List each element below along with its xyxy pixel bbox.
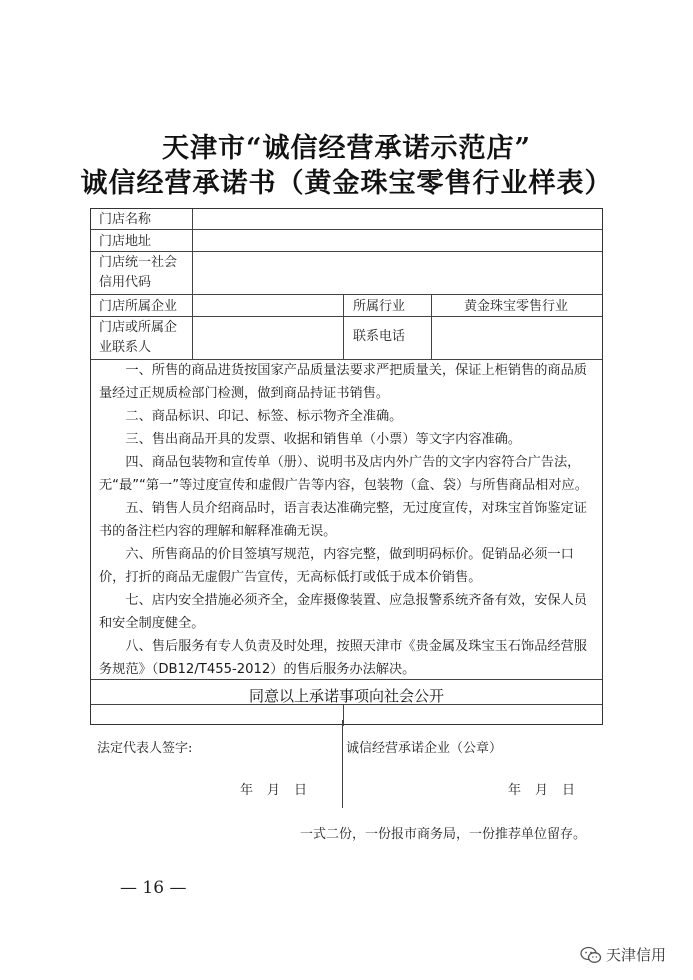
promise-item: 一、所售的商品进货按国家产品质量法要求严把质量关，保证上柜销售的商品质量经过正规质检部门检测，做到商品持证书销售。: [99, 363, 587, 401]
contact-label-line1: 门店或所属企: [99, 320, 178, 335]
column-divider: [343, 704, 344, 726]
promise-item: 二、商品标识、印记、标签、标示物齐全准确。: [125, 409, 403, 424]
store-address-label: 门店地址: [99, 234, 152, 249]
wechat-icon: [580, 946, 602, 964]
industry-value: 黄金珠宝零售行业: [464, 299, 569, 314]
document-title-line1: 天津市“诚信经营承诺示范店”: [161, 133, 532, 164]
phone-label: 联系电话: [353, 329, 406, 344]
row-divider: [91, 229, 602, 230]
promise-item: 五、销售人员介绍商品时，语言表达准确完整，无过度宣传，对珠宝首饰鉴定证书的备注栏内容的理解和解释准确无误。: [99, 501, 587, 539]
industry-label: 所属行业: [353, 299, 406, 314]
date-left: 年月日: [240, 783, 322, 798]
legal-rep-signature-label: 法定代表人签字:: [97, 741, 193, 756]
company-seal-label: 诚信经营承诺企业（公章）: [346, 741, 503, 756]
row-divider: [91, 294, 602, 295]
date-right: 年月日: [508, 783, 590, 798]
contact-label-line2: 业联系人: [99, 340, 152, 355]
promise-item: 七、店内安全措施必须齐全，金库摄像装置、应急报警系统齐备有效，安保人员和安全制度健全。: [99, 593, 587, 631]
promise-list: [99, 359, 599, 681]
page-number: — 16 —: [120, 878, 187, 898]
watermark-text: 天津信用: [606, 946, 667, 964]
consent-statement: 同意以上承诺事项向社会公开: [248, 687, 444, 705]
credit-code-label-line1: 门店统一社会: [99, 255, 178, 270]
document-title-line2: 诚信经营承诺书（黄金珠宝零售行业样表）: [80, 168, 613, 199]
copies-footnote: 一式二份，一份报市商务局，一份推荐单位留存。: [300, 827, 587, 842]
signature-divider: [342, 720, 343, 808]
source-watermark: [580, 944, 666, 965]
column-divider: [343, 294, 344, 359]
row-divider: [91, 316, 602, 317]
company-label: 门店所属企业: [99, 299, 178, 314]
commitment-form: [90, 208, 603, 725]
promise-item: 六、所售商品的价目签填写规范，内容完整，做到明码标价。促销品必须一口价，打折的商品无虚假广告宣传，无高标低打或低于成本价销售。: [99, 547, 574, 585]
store-name-label: 门店名称: [99, 212, 152, 227]
promise-item: 四、商品包装物和宣传单（册）、说明书及店内外广告的文字内容符合广告法，无“最”“第一”等过度宣传和虚假广告等内容，包装物（盒、袋）与所售商品相对应。: [99, 455, 588, 493]
row-divider: [91, 251, 602, 252]
column-divider: [431, 294, 432, 359]
credit-code-label-line2: 信用代码: [99, 275, 152, 290]
promise-item: 三、售出商品开具的发票、收据和销售单（小票）等文字内容准确。: [125, 432, 522, 447]
column-divider: [192, 209, 193, 359]
promise-item: 八、售后服务有专人负责及时处理，按照天津市《贵金属及珠宝玉石饰品经营服务规范》（DB12/T455-2012）的售后服务办法解决。: [99, 639, 587, 677]
